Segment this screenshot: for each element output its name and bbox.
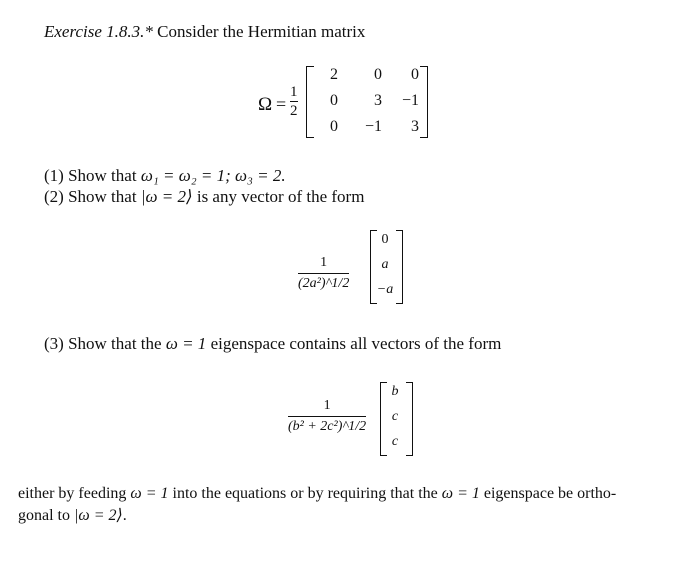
closing-text: . (122, 507, 127, 524)
closing-text: gonal to (18, 507, 74, 524)
closing-text: either by feeding (18, 485, 131, 502)
closing-text: into the equations or by requiring that the (168, 485, 442, 502)
omega-prefactor-denominator: 2 (290, 103, 298, 119)
closing-math: ω = 1 (441, 485, 480, 502)
omega-cell: −1 (364, 118, 382, 135)
vector-a-denominator: (2a²)^1/2 (298, 276, 350, 291)
exercise-label: Exercise 1.8.3.* (44, 22, 153, 41)
part-3-number: (3) (44, 334, 64, 353)
closing-math: |ω = 2⟩ (74, 507, 123, 524)
vector-a-entry: 0 (381, 232, 389, 247)
vector-b-numerator: 1 (323, 398, 331, 413)
fraction-bar (298, 273, 349, 274)
omega-cell: 0 (330, 118, 338, 135)
omega-prefactor-numerator: 1 (290, 84, 298, 100)
exercise-header (44, 22, 365, 42)
vector-b-entry: c (391, 434, 399, 449)
omega-cell: 3 (374, 92, 382, 109)
vector-a-numerator: 1 (320, 255, 328, 270)
vector-a-entry: a (381, 257, 389, 272)
part-2-math: |ω = 2⟩ (140, 187, 193, 206)
vector-a-prefactor (298, 255, 349, 292)
part-3-text-end: eigenspace contains all vectors of the form (206, 334, 502, 353)
part-3-text: Show that the (68, 334, 166, 353)
vector-a-entry: −a (376, 282, 394, 297)
closing-math: ω = 1 (130, 485, 169, 502)
fraction-bar (288, 416, 366, 417)
part-2-text: Show that (68, 187, 141, 206)
exercise-intro: Consider the Hermitian matrix (157, 22, 366, 41)
omega-cell: 2 (330, 66, 338, 83)
vector-b-entry: b (391, 384, 399, 399)
omega-symbol: Ω (258, 94, 273, 115)
omega-cell: 0 (374, 66, 382, 83)
omega-cell: 0 (411, 66, 419, 83)
part-2-text-end: is any vector of the form (192, 187, 365, 206)
part-1-number: (1) (44, 166, 64, 185)
part-2-number: (2) (44, 187, 64, 206)
fraction-bar (290, 101, 298, 102)
closing-line-2 (18, 506, 127, 526)
part-3 (44, 334, 501, 354)
part-2 (44, 187, 364, 207)
vector-b-prefactor (288, 398, 366, 435)
vector-b-entry: c (391, 409, 399, 424)
closing-line-1 (18, 484, 616, 504)
part-1 (44, 166, 286, 186)
omega-equals: = (276, 94, 287, 114)
vector-b-denominator: (b² + 2c²)^1/2 (288, 419, 367, 434)
omega-cell: 0 (330, 92, 338, 109)
omega-cell: 3 (411, 118, 419, 135)
part-1-math: ω₁ = ω₂ = 1; ω₃ = 2. (140, 166, 286, 185)
closing-text: eigenspace be ortho- (479, 485, 617, 502)
part-3-math: ω = 1 (165, 334, 207, 353)
part-1-text: Show that (68, 166, 141, 185)
omega-right-bracket (420, 66, 428, 138)
omega-prefactor (290, 84, 298, 119)
omega-cell: −1 (401, 92, 419, 109)
